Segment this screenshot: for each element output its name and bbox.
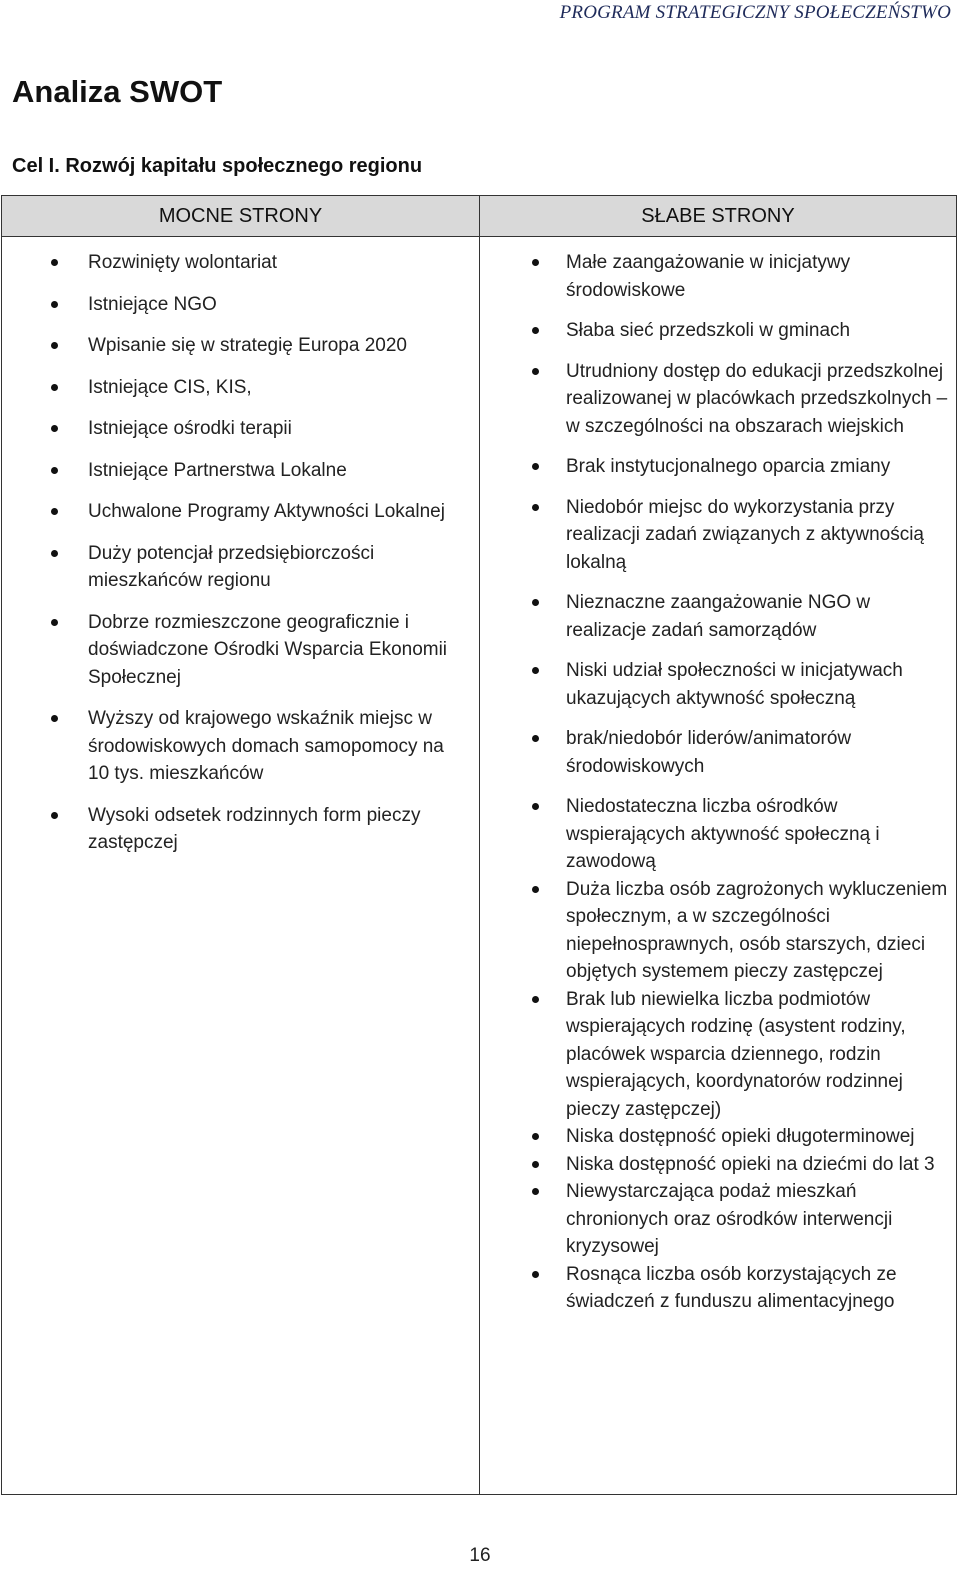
weakness-item: Nieznaczne zaangażowanie NGO w realizacje zadań samorządów: [480, 589, 950, 644]
strengths-list: [2, 249, 465, 857]
weakness-item: Niewystarczająca podaż mieszkań chronionych oraz ośrodków interwencji kryzysowej: [480, 1178, 950, 1261]
strength-item: Duży potencjał przedsiębiorczości mieszkańców regionu: [2, 540, 465, 595]
strength-item: Wyższy od krajowego wskaźnik miejsc w środowiskowych domach samopomocy na 10 tys. mieszkańców: [2, 705, 465, 788]
page-number: 16: [469, 1545, 491, 1566]
weakness-item: brak/niedobór liderów/animatorów środowiskowych: [480, 725, 950, 780]
weakness-item: Brak lub niewielka liczba podmiotów wspierających rodzinę (asystent rodziny, placówek wsparcia dziennego, rodzin wspierających, koordynatorów rodzinnej pieczy zastępczej): [480, 986, 950, 1124]
weakness-item: Rosnąca liczba osób korzystających ze świadczeń z funduszu alimentacyjnego: [480, 1261, 950, 1316]
running-header: PROGRAM STRATEGICZNY SPOŁECZEŃSTWO: [559, 2, 951, 23]
strength-item: Istniejące Partnerstwa Lokalne: [2, 457, 465, 485]
weakness-item: Duża liczba osób zagrożonych wykluczeniem społecznym, a w szczególności niepełnosprawnych, osób starszych, dzieci objętych systemem pieczy zastępczej: [480, 876, 950, 986]
weaknesses-header: SŁABE STRONY: [480, 196, 957, 237]
strengths-cell: [2, 237, 480, 1495]
weakness-item: Niska dostępność opieki długoterminowej: [480, 1123, 950, 1151]
weakness-item: Małe zaangażowanie w inicjatywy środowiskowe: [480, 249, 950, 304]
weakness-item: Niedobór miejsc do wykorzystania przy realizacji zadań związanych z aktywnością lokalną: [480, 494, 950, 577]
strength-item: Istniejące ośrodki terapii: [2, 415, 465, 443]
strength-item: Wpisanie się w strategię Europa 2020: [2, 332, 465, 360]
section-heading: Cel I. Rozwój kapitału społecznego regionu: [12, 155, 423, 177]
strength-item: Rozwinięty wolontariat: [2, 249, 465, 277]
weakness-item: Niedostateczna liczba ośrodków wspierających aktywność społeczną i zawodową: [480, 793, 950, 876]
strength-item: Istniejące CIS, KIS,: [2, 374, 465, 402]
swot-table: [1, 195, 957, 1495]
weakness-item: Niska dostępność opieki na dziećmi do lat 3: [480, 1151, 950, 1179]
weaknesses-list: [480, 249, 950, 1316]
weakness-item: Brak instytucjonalnego oparcia zmiany: [480, 453, 950, 481]
strength-item: Dobrze rozmieszczone geograficznie i doświadczone Ośrodki Wsparcia Ekonomii Społecznej: [2, 609, 465, 692]
weakness-item: Niski udział społeczności w inicjatywach ukazujących aktywność społeczną: [480, 657, 950, 712]
weaknesses-cell: [480, 237, 957, 1495]
weakness-item: Utrudniony dostęp do edukacji przedszkolnej realizowanej w placówkach przedszkolnych – w szczególności na obszarach wiejskich: [480, 358, 950, 441]
strengths-header: MOCNE STRONY: [2, 196, 480, 237]
document-title: Analiza SWOT: [12, 74, 223, 109]
strength-item: Uchwalone Programy Aktywności Lokalnej: [2, 498, 465, 526]
strength-item: Istniejące NGO: [2, 291, 465, 319]
weakness-item: Słaba sieć przedszkoli w gminach: [480, 317, 950, 345]
strength-item: Wysoki odsetek rodzinnych form pieczy zastępczej: [2, 802, 465, 857]
